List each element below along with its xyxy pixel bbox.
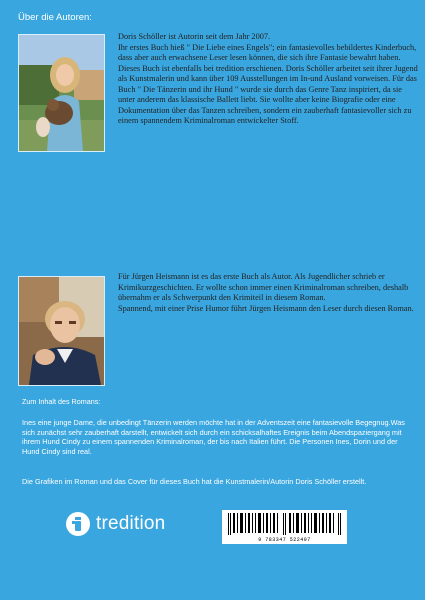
credits-text [22,477,414,487]
bio-paragraph: Für Jürgen Heismann ist es das erste Buch als Autor. Als Jugendlicher schrieb er Krimikurzgeschichten. Er wollte schon immer einen Kriminalroman schreiben, deshalb übernahm er als Schwerpunkt den Krimiteil in diesem Roman. [118,272,409,302]
barcode-bars-icon [228,513,341,535]
author1-bio [118,32,418,127]
isbn-number: 9 783347 522497 [258,537,311,543]
summary-title: Zum Inhalt des Romans: [22,397,101,406]
bio-paragraph: Ihr erstes Buch hieß " Die Liebe eines Engels"; ein fantasievolles bebildertes Kinderbuch, dass aber auch erwachsene Leser lesen können, die sich ihre Fantasie bewahrt haben. Dieses Buch ist ebenfalls bei tredition erschienen. Doris Schöller arbeitet seit ihrer Jugend als Kunstmalerin und kann über 109 Ausstellungen im In-und Ausland vorweisen. Für das Buch " Die Tänzerin und ihr Hund " wurde sie durch das Genre Tanz inspiriert, da sie unter anderem das klassische Ballett liebt. Sie wollte aber keine Biografie oder eine Dokumentation über das Tanzen schreiben, sondern ein zauberhaft fantasievoller sich zu einem spannendem Kriminalroman entwickelter Stoff. [118,42,418,125]
section-title: Über die Autoren: [18,12,92,23]
bio-paragraph: Doris Schöller ist Autorin seit dem Jahr 2007. [118,32,271,41]
summary-text [22,418,414,456]
publisher-name: tredition [96,513,166,534]
publisher-logo [66,511,165,537]
tredition-logo-icon [66,512,90,536]
credits-paragraph: Die Grafiken im Roman und das Cover für dieses Buch hat die Kunstmalerin/Autorin Doris Schöller erstellt. [22,477,367,486]
author2-bio [118,272,418,314]
bio-paragraph: Spannend, mit einer Prise Humor führt Jürgen Heismann den Leser durch diesen Roman. [118,303,414,313]
summary-paragraph: Ines eine junge Dame, die unbedingt Tänzerin werden möchte hat in der Adventszeit eine fantasievolle Begegnug.Was sich zunächst sehr zauberhaft darstellt, entwickelt sich durch ein schicksalhaftes Ereignis beim Abendspaziergang mit ihrem Hund Cindy zu einem spannenden Kriminalroman, der bis nach Italien führt. Die Personen Ines, Dorin und der Hund Cindy sind real. [22,418,405,456]
author1-photo [18,34,105,152]
author2-photo [18,276,105,386]
isbn-barcode [222,510,347,544]
